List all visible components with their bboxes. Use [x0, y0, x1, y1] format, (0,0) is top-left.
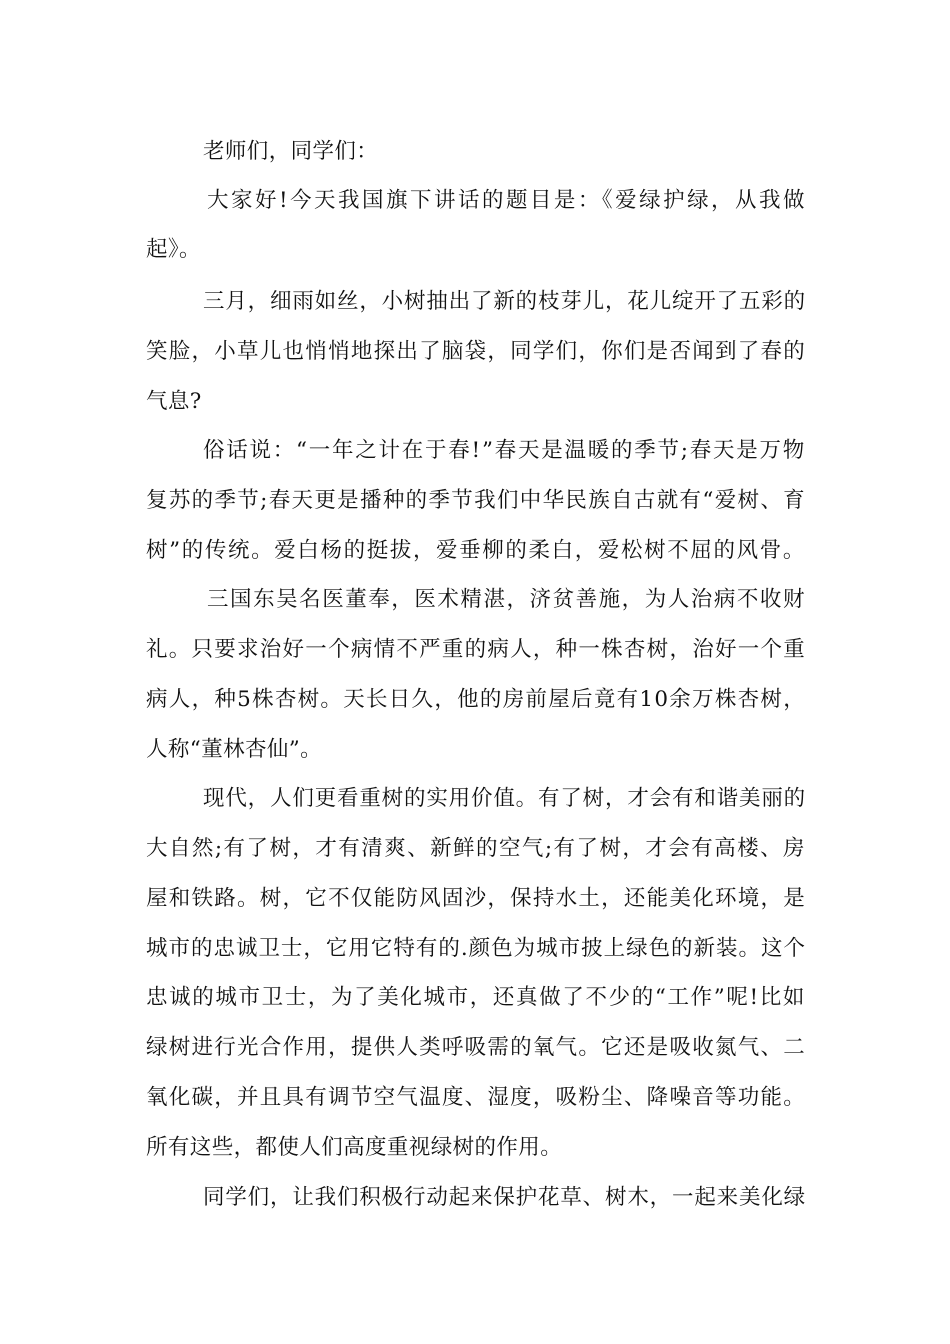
- text-line: 忠诚的城市卫士，为了美化城市，还真做了不少的“工作”呢!比如: [146, 985, 806, 1010]
- text-line: 屋和铁路。树，它不仅能防风固沙，保持水土，还能美化环境，是: [146, 886, 806, 911]
- text-line: 大家好!今天我国旗下讲话的题目是：《爱绿护绿，从我做: [207, 188, 807, 213]
- text-line: 大自然;有了树，才有清爽、新鲜的空气;有了树，才会有高楼、房: [146, 836, 806, 861]
- text-line: 气息?: [146, 389, 202, 414]
- text-line: 病人，种5株杏树。天长日久，他的房前屋后竟有10余万株杏树，: [146, 687, 806, 712]
- text-line: 现代，人们更看重树的实用价值。有了树，才会有和谐美丽的: [203, 786, 806, 811]
- text-line: 城市的忠诚卫士，它用它特有的.颜色为城市披上绿色的新装。这个: [146, 936, 806, 961]
- text-line: 复苏的季节;春天更是播种的季节我们中华民族自古就有“爱树、育: [146, 488, 806, 513]
- text-line: 树”的传统。爱白杨的挺拔，爱垂柳的柔白，爱松树不屈的风骨。: [146, 538, 806, 563]
- text-line: 同学们，让我们积极行动起来保护花草、树木，一起来美化绿: [203, 1185, 806, 1210]
- text-line: 笑脸，小草儿也悄悄地探出了脑袋，同学们，你们是否闻到了春的: [146, 339, 806, 364]
- text-line: 老师们，同学们：: [203, 139, 379, 164]
- text-line: 人称“董林杏仙”。: [146, 737, 323, 762]
- text-line: 绿树进行光合作用，提供人类呼吸需的氧气。它还是吸收氮气、二: [146, 1035, 806, 1060]
- text-line: 礼。只要求治好一个病情不严重的病人，种一株杏树，治好一个重: [146, 637, 806, 662]
- text-line: 三国东吴名医董奉，医术精湛，济贫善施，为人治病不收财: [207, 587, 806, 612]
- text-line: 氧化碳，并且具有调节空气温度、湿度，吸粉尘、降噪音等功能。: [146, 1085, 806, 1110]
- text-line: 起》。: [146, 237, 201, 262]
- text-line: 三月，细雨如丝，小树抽出了新的枝芽儿，花儿绽开了五彩的: [203, 289, 806, 314]
- text-line: 所有这些，都使人们高度重视绿树的作用。: [146, 1135, 563, 1160]
- text-line: 俗话说：“一年之计在于春!”春天是温暖的季节;春天是万物: [203, 438, 806, 463]
